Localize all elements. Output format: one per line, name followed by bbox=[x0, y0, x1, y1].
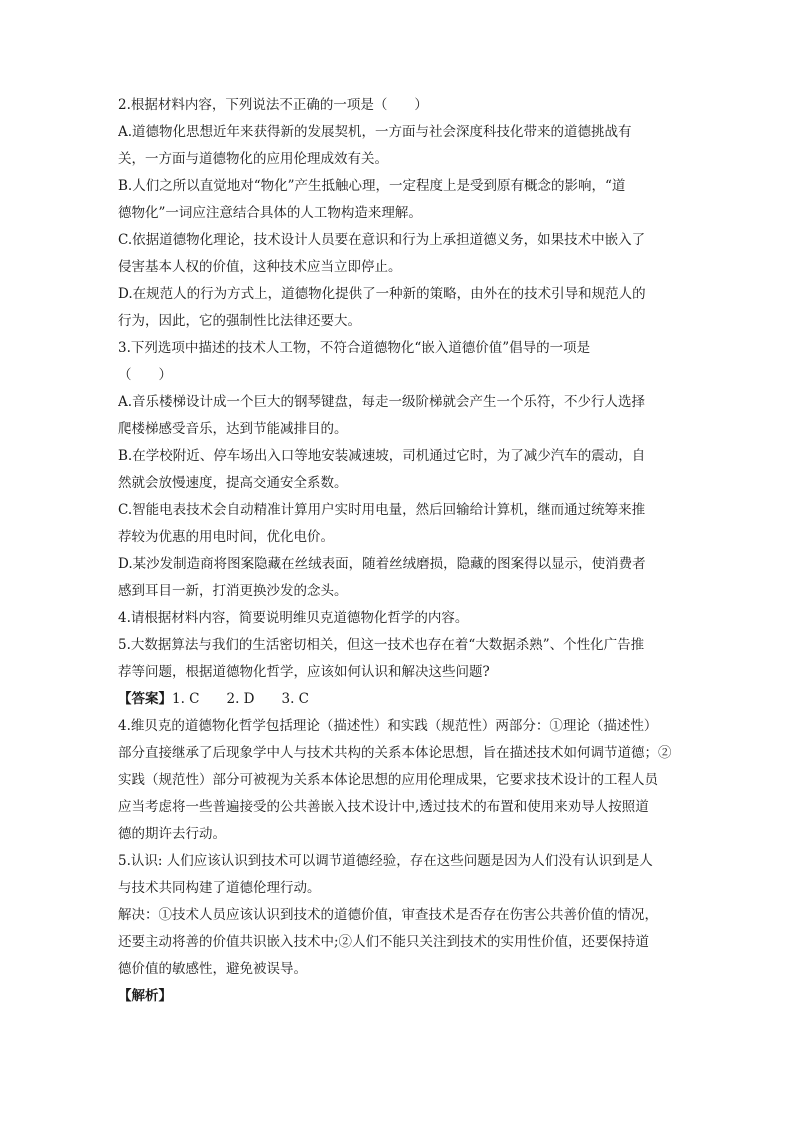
q2-option-b-line-1: B.人们之所以直觉地对“物化”产生抵触心理，一定程度上是受到原有概念的影响，“道 bbox=[118, 178, 626, 194]
question-4-stem: 4.请根据材料内容，简要说明维贝克道德物化哲学的内容。 bbox=[118, 610, 469, 626]
analysis-heading: 【解析】 bbox=[118, 988, 172, 1004]
question-3-stem: 3.下列选项中描述的技术人工物，不符合道德物化“嵌入道德价值”倡导的一项是 bbox=[118, 340, 591, 356]
q3-option-a-line-2: 爬楼梯感受音乐，达到节能减排目的。 bbox=[118, 421, 348, 437]
document-page bbox=[118, 92, 698, 1010]
q2-option-a-line-1: A.道德物化思想近年来获得新的发展契机，一方面与社会深度科技化带来的道德挑战有 bbox=[118, 124, 632, 140]
q2-option-d-line-2: 行为，因此，它的强制性比法律还要大。 bbox=[118, 313, 361, 329]
q3-option-b-line-1: B.在学校附近、停车场出入口等地安装减速坡，司机通过它时，为了减少汽车的震动，自 bbox=[118, 448, 646, 464]
question-5-stem-line-2: 荐等问题，根据道德物化哲学，应该如何认识和解决这些问题? bbox=[118, 664, 490, 680]
answer-4-line-2: 部分直接继承了后现象学中人与技术共构的关系本体论思想，旨在描述技术如何调节道德；② bbox=[118, 745, 672, 761]
q2-option-c-line-1: C.依据道德物化理论，技术设计人员要在意识和行为上承担道德义务，如果技术中嵌入了 bbox=[118, 232, 646, 248]
question-5-stem-line-1: 5.大数据算法与我们的生活密切相关，但这一技术也存在着“大数据杀熟”、个性化广告推 bbox=[118, 637, 645, 653]
answer-4-line-3: 实践（规范性）部分可被视为关系本体论思想的应用伦理成果，它要求技术设计的工程人员 bbox=[118, 772, 658, 788]
question-3-blank: （ ） bbox=[118, 367, 172, 383]
answer-5-line-2: 与技术共同构建了道德伦理行动。 bbox=[118, 880, 321, 896]
answer-label: 【答案】 bbox=[118, 691, 172, 707]
answer-4-line-1: 4.维贝克的道德物化哲学包括理论（描述性）和实践（规范性）两部分：①理论（描述性） bbox=[118, 718, 658, 734]
answer-4-line-4: 应当考虑将一些普遍接受的公共善嵌入技术设计中,透过技术的布置和使用来劝导人按照道 bbox=[118, 799, 649, 815]
q2-option-a-line-2: 关，一方面与道德物化的应用伦理成效有关。 bbox=[118, 151, 388, 167]
q2-option-c-line-2: 侵害基本人权的价值，这种技术应当立即停止。 bbox=[118, 259, 402, 275]
q3-option-c-line-2: 荐较为优惠的用电时间，优化电价。 bbox=[118, 529, 334, 545]
answer-values: 1. C 2. D 3. C bbox=[172, 691, 309, 707]
q2-option-d-line-1: D.在规范人的行为方式上，道德物化提供了一种新的策略，由外在的技术引导和规范人的 bbox=[118, 286, 646, 302]
answer-4-line-5: 德的期许去行动。 bbox=[118, 826, 226, 842]
answer-5-solution-line-3: 德价值的敏感性，避免被误导。 bbox=[118, 961, 307, 977]
q3-option-d-line-2: 感到耳目一新，打消更换沙发的念头。 bbox=[118, 583, 348, 599]
answer-line bbox=[118, 686, 698, 713]
q3-option-d-line-1: D.某沙发制造商将图案隐藏在丝绒表面，随着丝绒磨损，隐藏的图案得以显示，使消费者 bbox=[118, 556, 646, 572]
q3-option-c-line-1: C.智能电表技术会自动精准计算用户实时用电量，然后回输给计算机，继而通过统筹来推 bbox=[118, 502, 646, 518]
q3-option-b-line-2: 然就会放慢速度，提高交通安全系数。 bbox=[118, 475, 348, 491]
q2-option-b-line-2: 德物化”一词应注意结合具体的人工物构造来理解。 bbox=[118, 205, 422, 221]
answer-5-line-1: 5.认识: 人们应该认识到技术可以调节道德经验，存在这些问题是因为人们没有认识到是人 bbox=[118, 853, 653, 869]
answer-5-solution-line-2: 还要主动将善的价值共识嵌入技术中;②人们不能只关注到技术的实用性价值，还要保持道 bbox=[118, 934, 650, 950]
answer-5-solution-line-1: 解决：①技术人员应该认识到技术的道德价值，审查技术是否存在伤害公共善价值的情况， bbox=[118, 907, 658, 923]
question-2-stem: 2.根据材料内容，下列说法不正确的一项是（ ） bbox=[118, 97, 428, 113]
q3-option-a-line-1: A.音乐楼梯设计成一个巨大的钢琴键盘，每走一级阶梯就会产生一个乐符，不少行人选择 bbox=[118, 394, 646, 410]
